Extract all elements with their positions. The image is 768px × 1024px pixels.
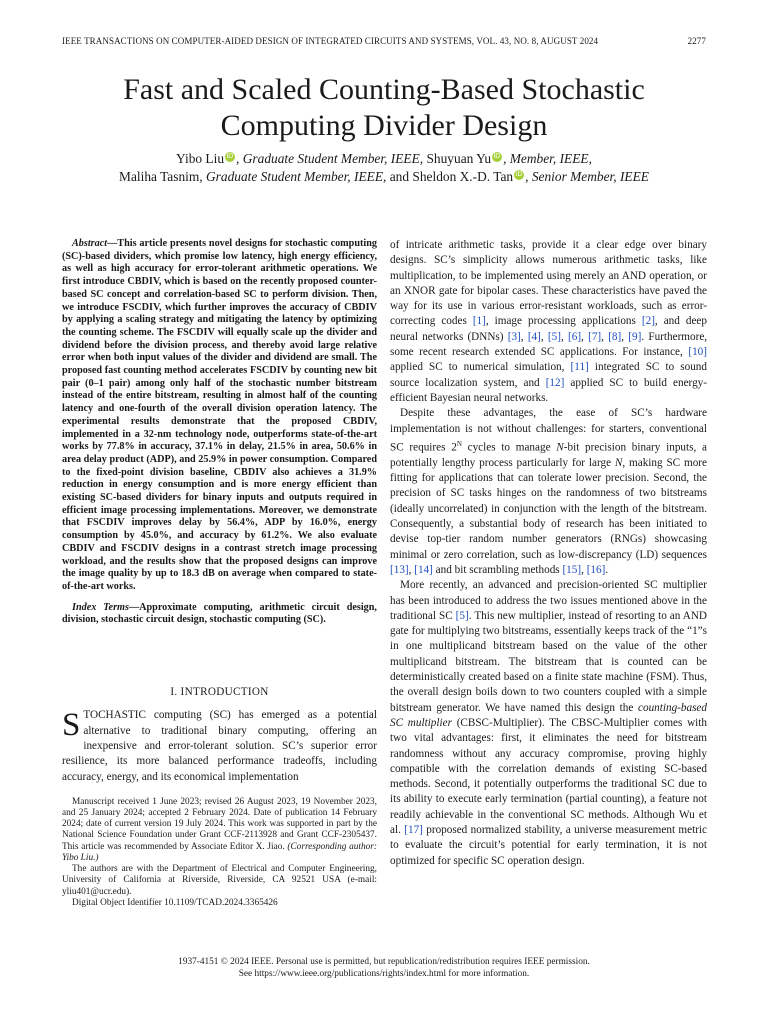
left-column: [62, 238, 377, 909]
footnote-manuscript: Manuscript received 1 June 2023; revised 26 August 2023, 19 November 2023, and 25 January 2024; accepted 2 February 2024. Date of publication 14 February 2024; date of current version 19 July 2024. This work was supported in part by the National Science Foundation under Grant CCF-2113928 and Grant CCF-2305437. This article was recommended by Associate Editor X. Jiao. (Corresponding author: Yibo Liu.): [62, 796, 377, 863]
title-line-2: Computing Divider Design: [220, 109, 548, 142]
paper-title: [40, 72, 728, 144]
orcid-icon[interactable]: iD: [493, 152, 501, 160]
author-name: Maliha Tasnim: [119, 169, 200, 184]
citation-link[interactable]: [17]: [404, 824, 423, 837]
abstract: [62, 238, 377, 594]
author-name: , and Sheldon X.-D. Tan: [383, 169, 514, 184]
section-heading: I. INTRODUCTION: [170, 686, 269, 699]
author-role: , Graduate Student Member, IEEE: [236, 151, 420, 166]
citation-link[interactable]: [12]: [545, 376, 565, 389]
orcid-icon[interactable]: iD: [515, 170, 523, 178]
index-terms-text: —Approximate computing, arithmetic circuit design, division, stochastic circuit design, stochastic computing (SC).: [62, 601, 377, 626]
citation-link[interactable]: [2]: [641, 315, 655, 328]
intro-paragraph: [62, 708, 377, 784]
citation-link[interactable]: [5]: [455, 609, 469, 622]
right-column: [390, 238, 707, 869]
abstract-text: —This article presents novel designs for stochastic computing (SC)-based dividers, which promise low latency, high energy efficiency, as well as high accuracy for error-tolerant arithmetic operations. We first introduce CBDIV, which is based on the recently proposed counter-based SC concept and correlation-based SC to perform division. Then, we introduce FSCDIV, which further improves the accuracy of CBDIV by applying a scaling strategy and mitigating the latency by optimizing the counting scheme. The FSCDIV will equally scale up the divider and dividend before the division process, and thereby avoid large relative error when both input values of the divider and dividend are small. The proposed fast counting method accelerates FSCDIV by counting new bit pair (0–1 pair) among only half of the stochastic number bitstream instead of the entire bitstream, resulting in almost half of the counting latency and one-fourth of the overall division operation latency. The experimental results demonstrate that the proposed CBDIV, implemented in a 32-nm technology node, outperforms state-of-the-art works by 77.8% in accuracy, 37.1% in delay, 21.5% in area, 50.6% in area delay product (ADP), and 25.9% in power consumption. Compared to the fixed-point division baseline, CBDIV also achieves a 31.9% reduction in energy consumption and is more energy efficient than existing SC-based dividers for binary inputs and outputs required in efficient image processing implementations. Moreover, we demonstrate that FSCDIV improves delay by 56.4%, ADP by 16.0%, energy consumption by 45.0%, and accuracy by 61.2%. We also evaluate CBDIV and FSCDIV designs in a contrast stretch image processing workload, and the results show that the proposed designs can improve the image quality by up to 18.3 dB on average when compared to state-of-the-art works.: [62, 238, 377, 592]
citation-link[interactable]: [10]: [688, 346, 707, 359]
copyright-notice: [40, 957, 728, 980]
citation-link[interactable]: [11]: [570, 361, 589, 374]
copyright-line: 1937-4151 © 2024 IEEE. Personal use is permitted, but republication/redistribution requires IEEE permission.: [178, 957, 590, 967]
body-paragraph: Despite these advantages, the ease of SC’s hardware implementation is not without challenges: for starters, conventional SC requires $2^N$ cycles to manage N-bit precision binary inputs, a potentially lengthy process particularly for large N, making SC more fitting for applications that can tolerate lower precision. Second, the precision of SC tasks hinges on the randomness of two bitstreams (ideally uncorrelated) in conjunction with the length of the bitstream. Consequently, a substantial body of research has been initiated to devise top-tier random number generators (RNGs) showcasing minimal or zero correlation, such as low-discrepancy (LD) sequences [13], [14] and bit scrambling methods [15], [16].: [390, 407, 707, 576]
citation-link[interactable]: [6]: [568, 330, 582, 343]
orcid-icon[interactable]: iD: [226, 152, 234, 160]
footnote-affiliation: The authors are with the Department of Electrical and Computer Engineering, University of California at Riverside, Riverside, CA 92521 USA (e-mail: yliu401@ucr.edu).: [62, 864, 377, 897]
author-role: , Member, IEEE: [503, 151, 589, 166]
author-role: , Senior Member, IEEE: [525, 169, 649, 184]
page-number: 2277: [687, 36, 706, 46]
citation-link[interactable]: [4]: [527, 330, 541, 343]
citation-link[interactable]: [5]: [547, 330, 561, 343]
citation-link[interactable]: [7]: [588, 330, 602, 343]
citation-link[interactable]: [1]: [472, 315, 486, 328]
footnote-doi: Digital Object Identifier 10.1109/TCAD.2024.3365426: [72, 897, 278, 908]
citation-link[interactable]: [14]: [414, 563, 433, 576]
intro-text: TOCHASTIC computing (SC) has emerged as a potential alternative to traditional binary computing, offering an inexpensive and error-tolerant solution. SC’s superior error resilience, its more balanced performance tradeoffs, including accuracy, energy, and its economical implementation: [62, 709, 377, 783]
citation-link[interactable]: [9]: [628, 330, 642, 343]
rights-url-line: See https://www.ieee.org/publications/rights/index.html for more information.: [238, 968, 530, 979]
index-terms-label: Index Terms: [72, 601, 129, 613]
author-role: , Graduate Student Member, IEEE: [199, 169, 384, 184]
citation-link[interactable]: [15]: [562, 563, 582, 576]
author-name: Yibo Liu: [176, 151, 225, 166]
body-paragraph: of intricate arithmetic tasks, provide it a clear edge over binary designs. SC’s simplicity allows numerous arithmetic tasks, like multiplication, to be implemented using merely an AND operation, or an XNOR gate for bipolar cases. These characteristics have paved the way for its use in various error-resistant workloads, such as error-correcting codes [1], image processing applications [2], and deep neural networks (DNNs) [3], [4], [5], [6], [7], [8], [9]. Furthermore, some recent research extended SC applications. For instance, [10] applied SC to numerical simulation, [11] integrated SC to sound source localization system, and [12] applied SC to build energy-efficient Bayesian neural networks.: [390, 239, 708, 404]
journal-name: IEEE TRANSACTIONS ON COMPUTER-AIDED DESIGN OF INTEGRATED CIRCUITS AND SYSTEMS, VOL. 43, NO. 8, AUGUST 2024: [62, 36, 599, 46]
author-list: Yibo Liu iD , Graduate Student Member, IEEE, Shuyuan Yu iD , Member, IEEE, Maliha Tasnim, Graduate Student Member, IEEE, and Sheldon X.-D. Tan iD , Senior Member, IEEE: [119, 151, 649, 184]
index-terms: [62, 602, 377, 627]
author-name: , Shuyuan Yu: [419, 151, 492, 166]
footnote: [62, 797, 377, 909]
running-header: [62, 36, 706, 46]
citation-link[interactable]: [8]: [608, 330, 622, 343]
title-line-1: Fast and Scaled Counting-Based Stochastic: [123, 73, 645, 106]
abstract-label: Abstract: [72, 238, 108, 249]
body-paragraph: More recently, an advanced and precision-oriented SC multiplier has been introduced to address the two issues mentioned above in the traditional SC [5]. This new multiplier, instead of resorting to an AND gate for multiplying two bitstreams, essentially keeps track of the “1”s in one multiplicand bitstream based on the value of the other multiplicand bitstream. The bitstream that is counted can be deterministically created based on a finite state machine (FSM). Thus, the overall design boils down to two counters coupled with a simple bitstream generator. We have named this design the counting-based SC multiplier (CBSC-Multiplier). The CBSC-Multiplier comes with two vital advantages: first, it eliminates the need for bitstream randomness without any accuracy compromise, proving highly compatible with the correlation demands of existing SC-based methods. Second, it potentially outperforms the traditional SC due to its ability to execute early termination (partial counting), a feature not readily achievable in the conventional SC methods. Although Wu et al. [17] proposed normalized stability, a universe measurement metric to evaluate the circuit’s potential for early termination, it is not optimized for specific SC operation design.: [390, 579, 707, 867]
citation-link[interactable]: [13]: [390, 563, 409, 576]
citation-link[interactable]: [3]: [507, 330, 521, 343]
drop-cap: S: [62, 707, 81, 744]
citation-link[interactable]: [16]: [586, 563, 606, 576]
